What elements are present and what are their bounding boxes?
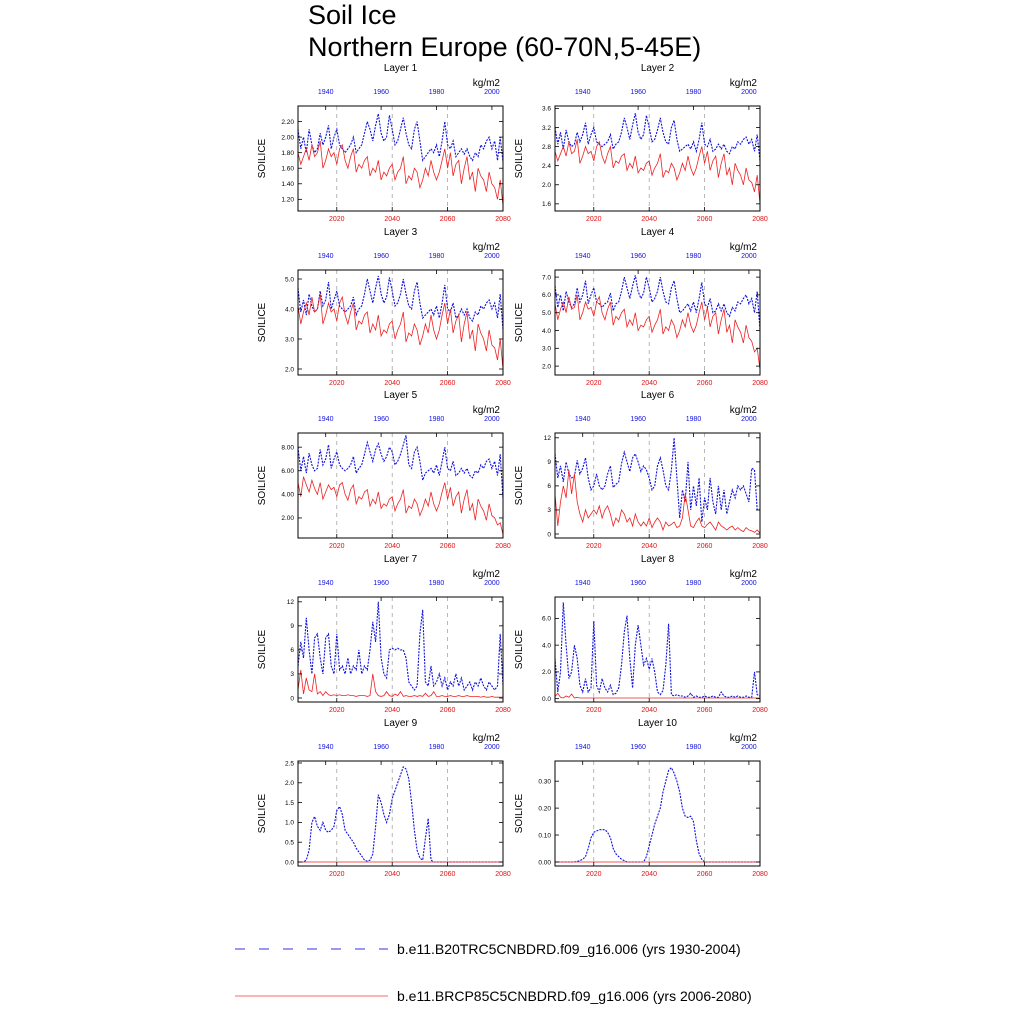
units-label: kg/m2 <box>729 405 757 416</box>
panel-layer-9 <box>257 718 511 878</box>
x-bottom-tick-label: 2020 <box>328 707 345 714</box>
y-axis-label: SOILICE <box>257 465 268 506</box>
series-future-line <box>555 470 760 533</box>
y-tick-label: 3.2 <box>541 124 551 132</box>
y-tick-label: 6.00 <box>281 468 294 476</box>
panel-grid <box>257 63 768 878</box>
panel-title: Layer 10 <box>638 718 677 729</box>
y-tick-label: 3 <box>547 507 551 515</box>
legend-label-future: b.e11.BRCP85C5CNBDRD.f09_g16.006 (yrs 2006-2080) <box>397 988 752 1004</box>
series-historical-line <box>298 767 503 862</box>
y-tick-label: 2.0 <box>284 366 294 374</box>
series-historical-line <box>555 438 760 522</box>
y-tick-label: 4.0 <box>541 327 551 335</box>
y-tick-label: 4.0 <box>541 642 551 650</box>
y-tick-label: 4.0 <box>284 306 294 314</box>
y-tick-label: 12 <box>543 435 551 443</box>
x-bottom-tick-label: 2020 <box>585 543 602 550</box>
x-bottom-tick-label: 2080 <box>752 380 768 387</box>
series-historical-line <box>298 602 503 690</box>
y-tick-label: 6 <box>290 647 294 655</box>
panel-title: Layer 5 <box>383 390 418 401</box>
x-bottom-tick-label: 2060 <box>696 871 713 878</box>
x-top-tick-label: 1940 <box>574 416 591 423</box>
x-top-tick-label: 1940 <box>317 580 334 587</box>
x-bottom-tick-label: 2020 <box>328 216 345 223</box>
y-tick-label: 5.0 <box>284 276 294 284</box>
y-tick-label: 8.00 <box>281 444 294 452</box>
x-bottom-tick-label: 2060 <box>439 543 456 550</box>
x-bottom-tick-label: 2020 <box>585 216 602 223</box>
x-top-tick-label: 1960 <box>373 580 389 587</box>
panel-layer-6 <box>514 390 768 550</box>
x-top-tick-label: 2000 <box>741 744 757 751</box>
x-top-tick-label: 1960 <box>630 580 646 587</box>
y-tick-label: 6 <box>547 483 551 491</box>
x-bottom-tick-label: 2080 <box>495 216 511 223</box>
x-top-tick-label: 1940 <box>574 580 591 587</box>
y-tick-label: 1.20 <box>281 196 294 204</box>
panel-layer-7 <box>257 554 511 714</box>
x-bottom-tick-label: 2040 <box>641 871 657 878</box>
series-future-line <box>298 294 503 369</box>
y-tick-label: 6.0 <box>541 615 551 623</box>
y-tick-label: 2.0 <box>284 780 294 788</box>
x-bottom-tick-label: 2080 <box>495 543 511 550</box>
y-tick-label: 0.5 <box>284 839 294 847</box>
x-bottom-tick-label: 2080 <box>752 543 768 550</box>
x-top-tick-label: 2000 <box>484 744 500 751</box>
x-bottom-tick-label: 2040 <box>641 543 657 550</box>
y-tick-label: 0 <box>290 695 294 703</box>
x-top-tick-label: 2000 <box>741 89 757 96</box>
y-axis-label: SOILICE <box>514 138 525 179</box>
x-bottom-tick-label: 2040 <box>384 380 400 387</box>
plot-frame <box>555 433 760 538</box>
x-bottom-tick-label: 2040 <box>641 216 657 223</box>
x-bottom-tick-label: 2020 <box>585 707 602 714</box>
plot-frame <box>555 597 760 702</box>
y-tick-label: 9 <box>547 459 551 467</box>
x-bottom-tick-label: 2040 <box>641 380 657 387</box>
y-tick-label: 7.0 <box>541 274 551 282</box>
x-top-tick-label: 1980 <box>685 580 702 587</box>
units-label: kg/m2 <box>729 569 757 580</box>
x-top-tick-label: 1960 <box>373 744 389 751</box>
y-axis-label: SOILICE <box>514 629 525 670</box>
x-bottom-tick-label: 2080 <box>752 707 768 714</box>
y-tick-label: 0.30 <box>538 778 551 786</box>
x-top-tick-label: 1980 <box>685 253 702 260</box>
y-tick-label: 2.0 <box>541 182 551 190</box>
x-top-tick-label: 1960 <box>373 89 389 96</box>
units-label: kg/m2 <box>729 733 757 744</box>
x-top-tick-label: 2000 <box>484 580 500 587</box>
x-bottom-tick-label: 2080 <box>495 871 511 878</box>
x-top-tick-label: 1940 <box>317 744 334 751</box>
y-tick-label: 1.6 <box>541 201 551 209</box>
x-bottom-tick-label: 2080 <box>495 380 511 387</box>
y-axis-label: SOILICE <box>257 302 268 343</box>
x-top-tick-label: 1980 <box>428 416 445 423</box>
panel-layer-3 <box>257 227 511 387</box>
x-bottom-tick-label: 2060 <box>439 871 456 878</box>
y-tick-label: 1.5 <box>284 799 294 807</box>
panel-title: Layer 8 <box>640 554 675 565</box>
y-tick-label: 2.20 <box>281 118 294 126</box>
x-top-tick-label: 1980 <box>428 580 445 587</box>
panel-layer-8 <box>514 554 768 714</box>
x-bottom-tick-label: 2080 <box>752 216 768 223</box>
units-label: kg/m2 <box>472 569 500 580</box>
x-bottom-tick-label: 2020 <box>328 871 345 878</box>
y-tick-label: 2.00 <box>281 134 294 142</box>
x-bottom-tick-label: 2060 <box>696 707 713 714</box>
x-top-tick-label: 1980 <box>428 253 445 260</box>
y-tick-label: 6.0 <box>541 292 551 300</box>
figure-title-line-1: Soil Ice <box>308 0 397 30</box>
x-top-tick-label: 1940 <box>574 744 591 751</box>
units-label: kg/m2 <box>472 242 500 253</box>
y-tick-label: 5.0 <box>541 310 551 318</box>
x-top-tick-label: 1940 <box>574 89 591 96</box>
legend <box>235 941 752 1004</box>
x-bottom-tick-label: 2020 <box>328 543 345 550</box>
panel-title: Layer 1 <box>383 63 418 74</box>
y-tick-label: 3.6 <box>541 105 551 113</box>
series-future-line <box>555 139 760 203</box>
x-top-tick-label: 1960 <box>373 416 389 423</box>
y-tick-label: 2.0 <box>541 363 551 371</box>
x-top-tick-label: 2000 <box>741 580 757 587</box>
panel-title: Layer 3 <box>383 227 418 238</box>
plot-frame <box>298 106 503 211</box>
x-bottom-tick-label: 2060 <box>439 707 456 714</box>
y-axis-label: SOILICE <box>514 793 525 834</box>
x-top-tick-label: 1940 <box>574 253 591 260</box>
x-top-tick-label: 1940 <box>317 89 334 96</box>
series-future-line <box>298 477 503 535</box>
series-historical-line <box>298 114 503 162</box>
y-tick-label: 2.5 <box>284 760 294 768</box>
y-tick-label: 1.60 <box>281 165 294 173</box>
y-tick-label: 3.0 <box>284 336 294 344</box>
series-future-line <box>298 670 503 697</box>
x-bottom-tick-label: 2080 <box>495 707 511 714</box>
x-top-tick-label: 1960 <box>373 253 389 260</box>
panel-title: Layer 7 <box>383 554 418 565</box>
series-future-line <box>555 295 760 370</box>
x-top-tick-label: 2000 <box>484 89 500 96</box>
panel-title: Layer 6 <box>640 390 675 401</box>
x-bottom-tick-label: 2020 <box>585 871 602 878</box>
x-bottom-tick-label: 2040 <box>384 871 400 878</box>
plot-frame <box>555 270 760 375</box>
x-bottom-tick-label: 2020 <box>585 380 602 387</box>
x-top-tick-label: 1960 <box>630 89 646 96</box>
y-tick-label: 0 <box>547 531 551 539</box>
x-bottom-tick-label: 2060 <box>439 380 456 387</box>
y-tick-label: 12 <box>286 599 294 607</box>
panel-layer-5 <box>257 390 511 550</box>
x-bottom-tick-label: 2080 <box>752 871 768 878</box>
x-top-tick-label: 1960 <box>630 744 646 751</box>
panel-title: Layer 2 <box>640 63 675 74</box>
x-bottom-tick-label: 2060 <box>696 380 713 387</box>
panel-title: Layer 9 <box>383 718 418 729</box>
x-bottom-tick-label: 2040 <box>384 216 400 223</box>
x-bottom-tick-label: 2040 <box>384 543 400 550</box>
plot-frame <box>555 106 760 211</box>
y-axis-label: SOILICE <box>514 302 525 343</box>
x-top-tick-label: 2000 <box>484 416 500 423</box>
series-historical-line <box>555 602 760 697</box>
x-top-tick-label: 1980 <box>685 89 702 96</box>
x-top-tick-label: 2000 <box>484 253 500 260</box>
panel-layer-2 <box>514 63 768 223</box>
units-label: kg/m2 <box>472 405 500 416</box>
y-tick-label: 0.0 <box>541 695 551 703</box>
y-tick-label: 2.4 <box>541 162 551 170</box>
x-top-tick-label: 2000 <box>741 416 757 423</box>
units-label: kg/m2 <box>729 78 757 89</box>
y-tick-label: 3 <box>290 671 294 679</box>
y-tick-label: 0.0 <box>284 859 294 867</box>
y-tick-label: 2.0 <box>541 669 551 677</box>
x-bottom-tick-label: 2040 <box>641 707 657 714</box>
x-bottom-tick-label: 2060 <box>696 543 713 550</box>
x-top-tick-label: 1980 <box>685 416 702 423</box>
y-tick-label: 2.8 <box>541 143 551 151</box>
y-axis-label: SOILICE <box>257 629 268 670</box>
y-axis-label: SOILICE <box>257 793 268 834</box>
y-tick-label: 2.00 <box>281 515 294 523</box>
series-historical-line <box>555 113 760 161</box>
y-tick-label: 3.0 <box>541 345 551 353</box>
plot-frame <box>298 761 503 866</box>
units-label: kg/m2 <box>472 733 500 744</box>
plot-frame <box>555 761 760 866</box>
x-top-tick-label: 1960 <box>630 253 646 260</box>
y-tick-label: 0.10 <box>538 832 551 840</box>
series-historical-line <box>555 768 760 862</box>
x-bottom-tick-label: 2060 <box>439 216 456 223</box>
x-top-tick-label: 1960 <box>630 416 646 423</box>
units-label: kg/m2 <box>472 78 500 89</box>
x-top-tick-label: 1980 <box>685 744 702 751</box>
x-bottom-tick-label: 2040 <box>384 707 400 714</box>
series-historical-line <box>298 435 503 499</box>
legend-label-historical: b.e11.B20TRC5CNBDRD.f09_g16.006 (yrs 1930-2004) <box>397 941 741 957</box>
units-label: kg/m2 <box>729 242 757 253</box>
y-tick-label: 9 <box>290 623 294 631</box>
panel-title: Layer 4 <box>640 227 675 238</box>
panel-layer-4 <box>514 227 768 387</box>
x-top-tick-label: 1940 <box>317 416 334 423</box>
panel-layer-10 <box>514 718 768 878</box>
panel-layer-1 <box>257 63 511 223</box>
figure-title-line-2: Northern Europe (60-70N,5-45E) <box>308 32 702 62</box>
y-tick-label: 1.80 <box>281 149 294 157</box>
x-bottom-tick-label: 2060 <box>696 216 713 223</box>
y-axis-label: SOILICE <box>257 138 268 179</box>
x-top-tick-label: 1980 <box>428 89 445 96</box>
y-tick-label: 1.0 <box>284 819 294 827</box>
x-top-tick-label: 1980 <box>428 744 445 751</box>
series-future-line <box>298 141 503 206</box>
y-tick-label: 1.40 <box>281 181 294 189</box>
x-bottom-tick-label: 2020 <box>328 380 345 387</box>
x-top-tick-label: 2000 <box>741 253 757 260</box>
y-tick-label: 0.20 <box>538 805 551 813</box>
y-tick-label: 4.00 <box>281 491 294 499</box>
y-axis-label: SOILICE <box>514 465 525 506</box>
x-top-tick-label: 1940 <box>317 253 334 260</box>
y-tick-label: 0.00 <box>538 859 551 867</box>
